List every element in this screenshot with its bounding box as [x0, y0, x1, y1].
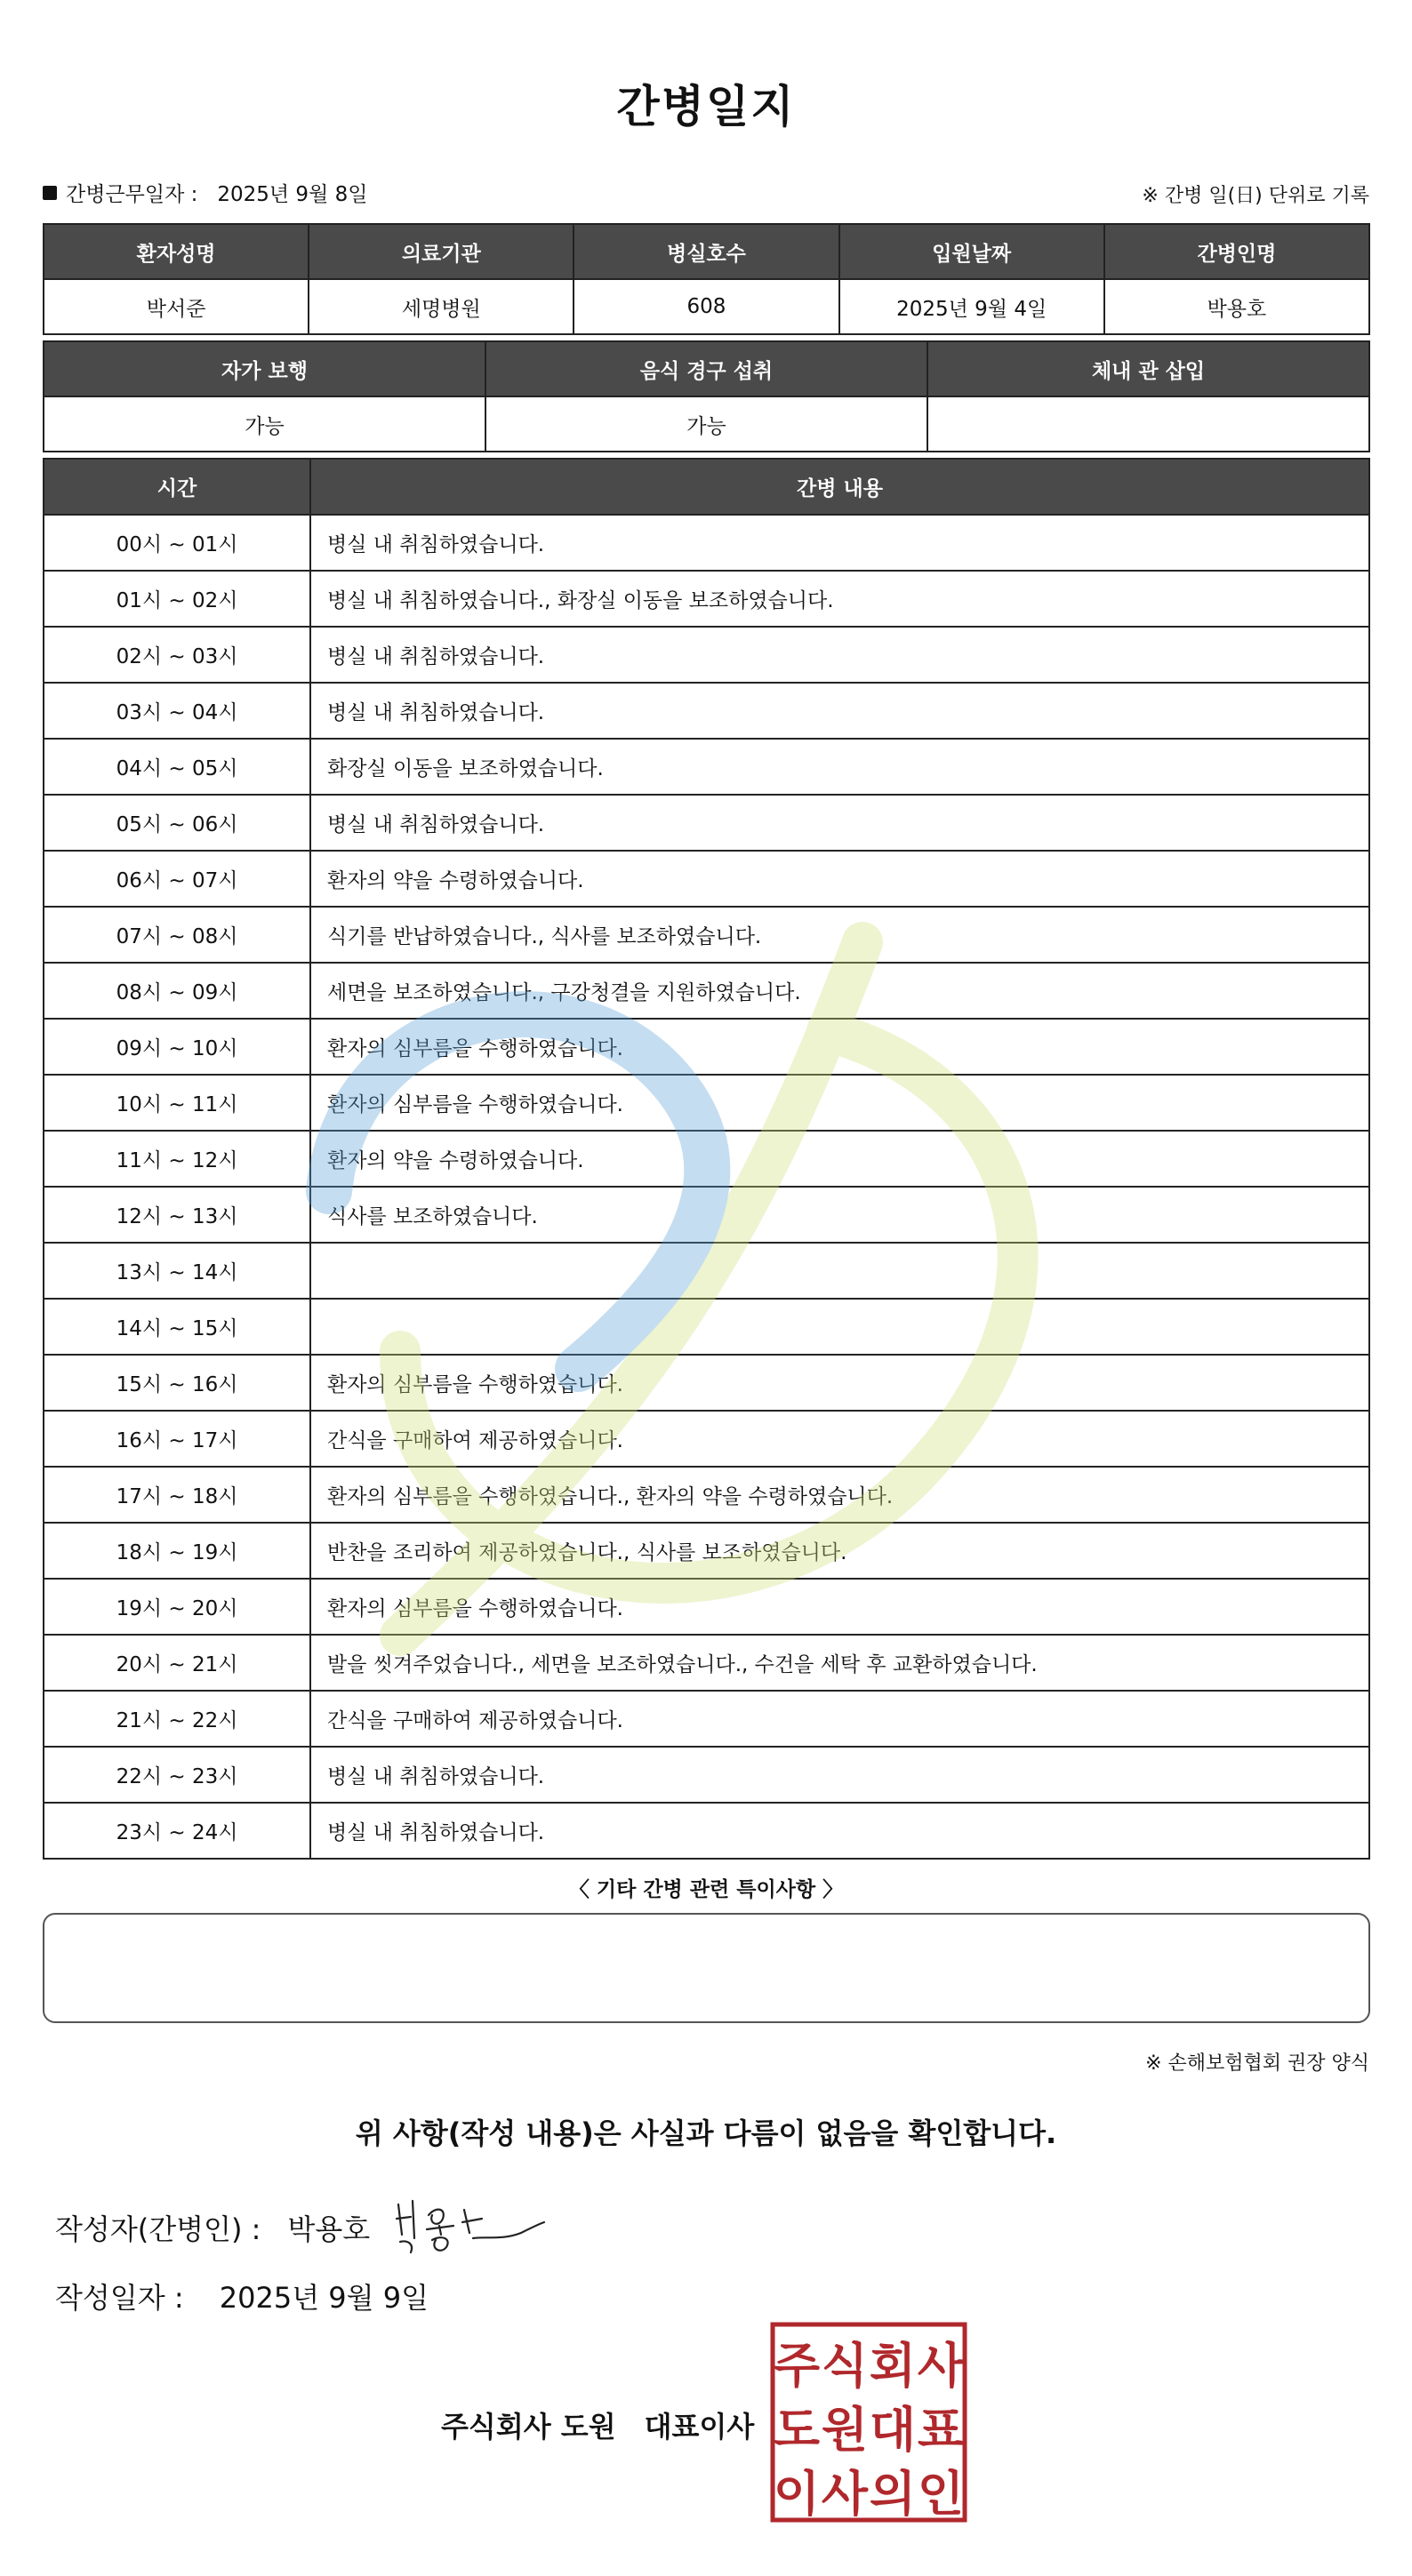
written-date-label: 작성일자 : — [55, 2281, 184, 2315]
log-content-cell: 환자의 약을 수령하였습니다. — [310, 1131, 1369, 1187]
patient-value-cell: 박용호 — [1104, 279, 1369, 334]
log-time-cell: 06시 ~ 07시 — [44, 851, 310, 907]
log-content-cell: 병실 내 취침하였습니다., 화장실 이동을 보조하였습니다. — [310, 571, 1369, 627]
log-content-cell: 식사를 보조하였습니다. — [310, 1187, 1369, 1243]
log-time-cell: 04시 ~ 05시 — [44, 739, 310, 795]
log-content-cell: 병실 내 취침하였습니다. — [310, 1747, 1369, 1803]
log-row — [44, 795, 1369, 851]
log-time-cell: 10시 ~ 11시 — [44, 1075, 310, 1131]
page-title: 간병일지 — [616, 81, 796, 132]
form-source-note: ※ 손해보험협회 권장 양식 — [1145, 2052, 1369, 2075]
bullet-square-icon — [43, 186, 57, 200]
patient-header-cell: 의료기관 — [309, 224, 574, 279]
log-row — [44, 739, 1369, 795]
ability-header-cell: 음식 경구 섭취 — [485, 341, 927, 396]
patient-ability-table — [43, 340, 1370, 452]
unit-note: ※ 간병 일(日) 단위로 기록 — [1142, 185, 1369, 207]
log-content-cell: 환자의 심부름을 수행하였습니다., 환자의 약을 수령하였습니다. — [310, 1467, 1369, 1523]
log-content-cell — [310, 1243, 1369, 1299]
log-content-cell — [310, 1299, 1369, 1355]
ability-header-cell: 체내 관 삽입 — [927, 341, 1369, 396]
patient-value-cell: 608 — [574, 279, 838, 334]
patient-header-row — [44, 224, 1369, 279]
log-time-cell: 13시 ~ 14시 — [44, 1243, 310, 1299]
writer-line — [55, 2207, 370, 2248]
patient-value-row — [44, 279, 1369, 334]
notes-box — [43, 1913, 1370, 2023]
handwritten-signature — [388, 2188, 548, 2260]
patient-value-cell: 박서준 — [44, 279, 309, 334]
svg-text:원: 원 — [821, 2402, 869, 2458]
log-content-cell: 병실 내 취침하였습니다. — [310, 627, 1369, 683]
svg-text:식: 식 — [821, 2338, 869, 2394]
log-row — [44, 1579, 1369, 1635]
log-content-cell: 세면을 보조하였습니다., 구강청결을 지원하였습니다. — [310, 963, 1369, 1019]
log-time-cell: 12시 ~ 13시 — [44, 1187, 310, 1243]
ability-header-row — [44, 341, 1369, 396]
log-time-cell: 20시 ~ 21시 — [44, 1635, 310, 1691]
log-content-cell: 환자의 심부름을 수행하였습니다. — [310, 1355, 1369, 1411]
log-time-cell: 02시 ~ 03시 — [44, 627, 310, 683]
log-time-cell: 00시 ~ 01시 — [44, 515, 310, 571]
patient-header-cell: 입원날짜 — [839, 224, 1104, 279]
svg-text:표: 표 — [917, 2402, 965, 2458]
ability-value-cell: 가능 — [44, 396, 485, 452]
ability-value-cell — [927, 396, 1369, 452]
svg-text:회: 회 — [869, 2338, 917, 2394]
log-row — [44, 1747, 1369, 1803]
svg-text:인: 인 — [917, 2466, 965, 2522]
log-row — [44, 1635, 1369, 1691]
log-row — [44, 1075, 1369, 1131]
log-content-cell: 병실 내 취침하였습니다. — [310, 515, 1369, 571]
log-time-cell: 19시 ~ 20시 — [44, 1579, 310, 1635]
log-content-cell: 환자의 심부름을 수행하였습니다. — [310, 1579, 1369, 1635]
svg-text:대: 대 — [869, 2402, 917, 2458]
log-row — [44, 907, 1369, 963]
log-header-content: 간병 내용 — [310, 459, 1369, 515]
log-time-cell: 18시 ~ 19시 — [44, 1523, 310, 1579]
log-time-cell: 16시 ~ 17시 — [44, 1411, 310, 1467]
log-row — [44, 571, 1369, 627]
log-content-cell: 발을 씻겨주었습니다., 세면을 보조하였습니다., 수건을 세탁 후 교환하였습니다. — [310, 1635, 1369, 1691]
log-header-time: 시간 — [44, 459, 310, 515]
log-header-row — [44, 459, 1369, 515]
log-row — [44, 963, 1369, 1019]
log-content-cell: 반찬을 조리하여 제공하였습니다., 식사를 보조하였습니다. — [310, 1523, 1369, 1579]
patient-header-cell: 간병인명 — [1104, 224, 1369, 279]
log-row — [44, 515, 1369, 571]
log-row — [44, 1467, 1369, 1523]
log-row — [44, 627, 1369, 683]
written-date-value: 2025년 9월 9일 — [219, 2281, 429, 2315]
log-row — [44, 1131, 1369, 1187]
log-time-cell: 08시 ~ 09시 — [44, 963, 310, 1019]
patient-value-cell: 세명병원 — [309, 279, 574, 334]
ability-value-row — [44, 396, 1369, 452]
patient-header-cell: 환자성명 — [44, 224, 309, 279]
log-content-cell: 병실 내 취침하였습니다. — [310, 1803, 1369, 1859]
log-content-cell: 환자의 약을 수령하였습니다. — [310, 851, 1369, 907]
log-time-cell: 05시 ~ 06시 — [44, 795, 310, 851]
log-row — [44, 683, 1369, 739]
log-row — [44, 851, 1369, 907]
log-time-cell: 14시 ~ 15시 — [44, 1299, 310, 1355]
log-content-cell: 식기를 반납하였습니다., 식사를 보조하였습니다. — [310, 907, 1369, 963]
company-signature-line — [441, 2404, 754, 2445]
log-content-cell: 병실 내 취침하였습니다. — [310, 795, 1369, 851]
log-row — [44, 1299, 1369, 1355]
care-log-table — [43, 458, 1370, 1860]
log-row — [44, 1355, 1369, 1411]
work-date-value: 2025년 9월 8일 — [217, 183, 368, 206]
log-time-cell: 09시 ~ 10시 — [44, 1019, 310, 1075]
svg-text:사: 사 — [821, 2466, 869, 2522]
svg-text:이: 이 — [773, 2466, 821, 2522]
writer-label: 작성자(간병인) : — [55, 2212, 261, 2246]
patient-info-table — [43, 223, 1370, 335]
log-content-cell: 간식을 구매하여 제공하였습니다. — [310, 1691, 1369, 1747]
notes-title: 〈 기타 간병 관련 특이사항 〉 — [568, 1878, 844, 1901]
company-seal-stamp — [770, 2322, 967, 2523]
log-content-cell: 간식을 구매하여 제공하였습니다. — [310, 1411, 1369, 1467]
log-row — [44, 1019, 1369, 1075]
ability-header-cell: 자가 보행 — [44, 341, 485, 396]
ability-value-cell: 가능 — [485, 396, 927, 452]
log-content-cell: 병실 내 취침하였습니다. — [310, 683, 1369, 739]
svg-text:의: 의 — [869, 2466, 917, 2522]
log-row — [44, 1803, 1369, 1859]
log-content-cell: 환자의 심부름을 수행하였습니다. — [310, 1019, 1369, 1075]
work-date-line — [43, 178, 367, 207]
writer-name: 박용호 — [287, 2212, 371, 2246]
log-row — [44, 1523, 1369, 1579]
log-row — [44, 1691, 1369, 1747]
log-content-cell: 환자의 심부름을 수행하였습니다. — [310, 1075, 1369, 1131]
log-time-cell: 03시 ~ 04시 — [44, 683, 310, 739]
svg-text:도: 도 — [773, 2402, 821, 2458]
log-time-cell: 21시 ~ 22시 — [44, 1691, 310, 1747]
log-row — [44, 1187, 1369, 1243]
patient-value-cell: 2025년 9월 4일 — [839, 279, 1104, 334]
log-time-cell: 17시 ~ 18시 — [44, 1467, 310, 1523]
work-date-label: 간병근무일자 : — [66, 183, 198, 206]
patient-header-cell: 병실호수 — [574, 224, 838, 279]
log-time-cell: 07시 ~ 08시 — [44, 907, 310, 963]
log-time-cell: 22시 ~ 23시 — [44, 1747, 310, 1803]
company-ceo-title: 대표이사 — [644, 2410, 755, 2444]
log-time-cell: 15시 ~ 16시 — [44, 1355, 310, 1411]
log-time-cell: 01시 ~ 02시 — [44, 571, 310, 627]
log-content-cell: 화장실 이동을 보조하였습니다. — [310, 739, 1369, 795]
svg-text:주: 주 — [773, 2338, 821, 2394]
log-time-cell: 23시 ~ 24시 — [44, 1803, 310, 1859]
log-row — [44, 1411, 1369, 1467]
written-date-line — [55, 2276, 429, 2316]
log-row — [44, 1243, 1369, 1299]
company-name: 주식회사 도원 — [441, 2410, 616, 2444]
svg-text:사: 사 — [917, 2338, 965, 2394]
log-time-cell: 11시 ~ 12시 — [44, 1131, 310, 1187]
confirmation-statement: 위 사항(작성 내용)은 사실과 다름이 없음을 확인합니다. — [355, 2116, 1057, 2150]
